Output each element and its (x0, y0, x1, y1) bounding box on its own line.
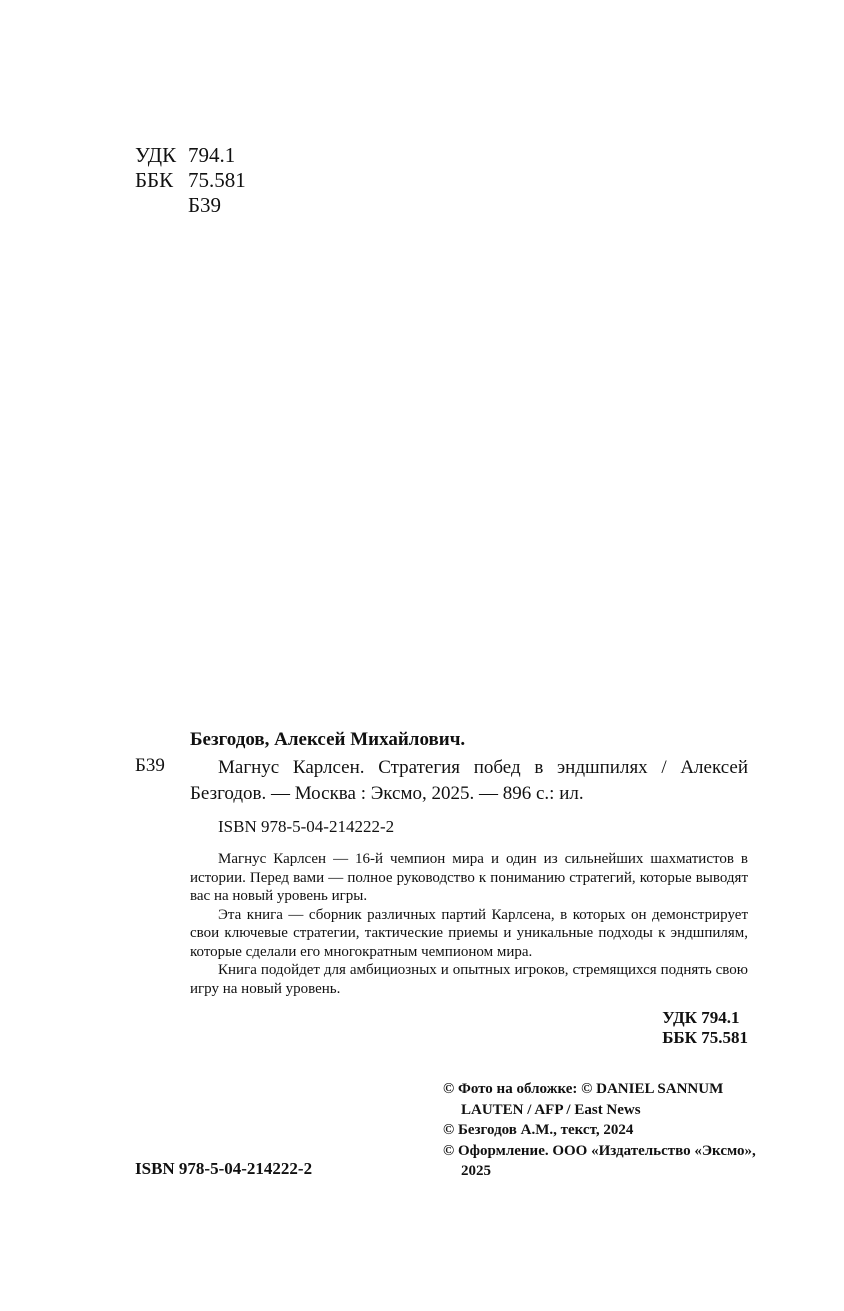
copyright-block (443, 1079, 763, 1182)
bbk-value: 75.581 (188, 168, 246, 192)
udk-label: УДК (135, 143, 177, 167)
author-mark-top: Б39 (188, 193, 222, 217)
bbk-label: ББК (135, 168, 174, 192)
classification-top (135, 143, 246, 218)
author-heading: Безгодов, Алексей Михайлович. (190, 729, 466, 750)
classification-bottom (662, 1008, 748, 1048)
udk-bottom: УДК 794.1 (662, 1008, 740, 1027)
author-mark: Б39 (135, 755, 165, 776)
copyright-text: © Безгодов А.М., текст, 2024 (443, 1122, 634, 1138)
bbk-row (135, 168, 246, 193)
copyright-design: © Оформление. ООО «Издательство «Эксмо», 2025 (443, 1142, 756, 1179)
annotation-paragraph: Магнус Карлсен — 16-й чемпион мира и один из сильнейших шахматистов в истории. Перед вами — полное руководство к пониманию стратегий, которые выводят вас на новый уровень игры. (190, 851, 748, 904)
annotation-paragraph: Книга подойдет для амбициозных и опытных игроков, стремящихся поднять свою игру на новый уровень. (190, 962, 748, 997)
annotation (190, 850, 748, 998)
isbn-line: ISBN 978-5-04-214222-2 (218, 817, 395, 836)
udk-value: 794.1 (188, 143, 236, 167)
isbn-bottom: ISBN 978-5-04-214222-2 (135, 1159, 313, 1178)
title-description: Магнус Карлсен. Стратегия побед в эндшпилях / Алексей Безгодов. — Москва : Эксмо, 2025. — 896 с.: ил. (190, 757, 748, 804)
udk-row (135, 143, 246, 168)
bbk-bottom: ББК 75.581 (662, 1028, 748, 1047)
annotation-paragraph: Эта книга — сборник различных партий Карлсена, в которых он демонстрирует свои ключевые стратегии, тактические приемы и уникальные подходы к эндшпилям, которые сделали его многократным чемпионом мира. (190, 906, 748, 960)
copyright-photo: © Фото на обложке: © DANIEL SANNUM LAUTEN / AFP / East News (443, 1081, 724, 1118)
